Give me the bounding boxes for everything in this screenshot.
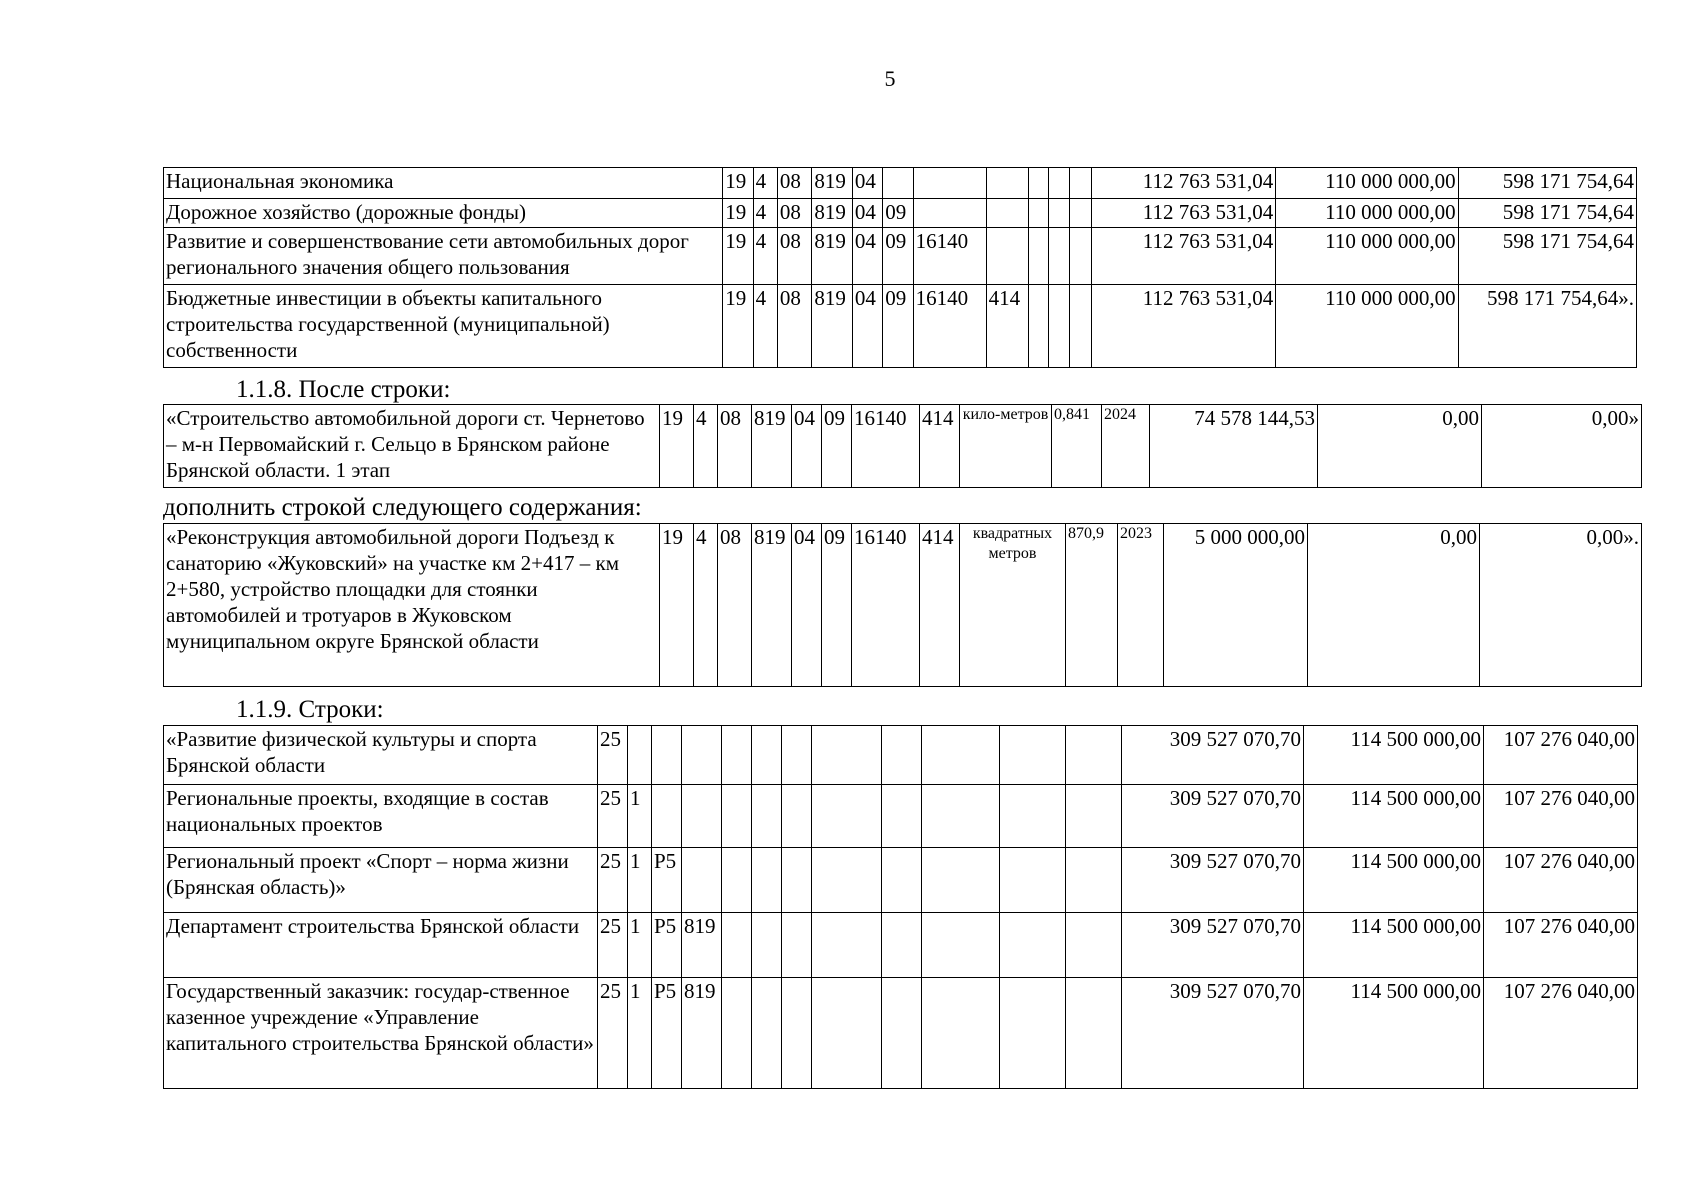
row-name: Бюджетные инвестиции в объекты капитального строительства государственной (муниципальной) собственности bbox=[164, 285, 723, 368]
code-cell bbox=[1029, 228, 1049, 285]
amount-cell: 309 527 070,70 bbox=[1122, 848, 1304, 913]
code-cell bbox=[628, 726, 652, 785]
row-name: «Реконструкция автомобильной дороги Подъезд к санаторию «Жуковский» на участке км 2+417 – км 2+580, устройство площадки для стоянки автомобилей и тротуаров в Жуковском муниципальном округе Брянской области bbox=[164, 524, 660, 687]
code-cell bbox=[782, 785, 812, 848]
code-cell bbox=[782, 726, 812, 785]
code-cell bbox=[782, 913, 812, 978]
code-cell: 819 bbox=[812, 168, 853, 199]
code-cell bbox=[722, 785, 752, 848]
table-row bbox=[164, 524, 1642, 687]
code-cell: 414 bbox=[920, 524, 960, 687]
amount-cell: 309 527 070,70 bbox=[1122, 913, 1304, 978]
amount-cell: 114 500 000,00 bbox=[1304, 848, 1484, 913]
code-cell: 19 bbox=[723, 199, 753, 228]
code-cell bbox=[882, 848, 922, 913]
code-cell bbox=[922, 785, 1000, 848]
year-cell: 2024 bbox=[1102, 405, 1150, 488]
code-cell: 1 bbox=[628, 785, 652, 848]
code-cell bbox=[1000, 726, 1066, 785]
code-cell: 09 bbox=[822, 405, 852, 488]
code-cell bbox=[812, 978, 882, 1089]
code-cell: 08 bbox=[718, 524, 752, 687]
amount-cell: 110 000 000,00 bbox=[1276, 285, 1458, 368]
code-cell bbox=[1069, 285, 1091, 368]
amount-cell: 110 000 000,00 bbox=[1276, 168, 1458, 199]
code-cell bbox=[922, 913, 1000, 978]
code-cell: P5 bbox=[652, 913, 682, 978]
row-name: «Строительство автомобильной дороги ст. Чернетово – м-н Первомайский г. Сельцо в Брянском районе Брянской области. 1 этап bbox=[164, 405, 660, 488]
code-cell: 04 bbox=[792, 405, 822, 488]
code-cell bbox=[986, 168, 1029, 199]
code-cell bbox=[752, 978, 782, 1089]
code-cell: 04 bbox=[852, 168, 882, 199]
code-cell: 1 bbox=[628, 978, 652, 1089]
table-national-economy bbox=[163, 167, 1637, 368]
code-cell: 16140 bbox=[913, 228, 986, 285]
code-cell: 19 bbox=[723, 168, 753, 199]
code-cell bbox=[986, 228, 1029, 285]
code-cell bbox=[986, 199, 1029, 228]
code-cell bbox=[1069, 228, 1091, 285]
code-cell: 19 bbox=[660, 405, 694, 488]
amount-cell: 112 763 531,04 bbox=[1091, 228, 1275, 285]
code-cell bbox=[1000, 913, 1066, 978]
table-row bbox=[164, 978, 1638, 1089]
amount-cell: 107 276 040,00 bbox=[1484, 726, 1638, 785]
table-row bbox=[164, 913, 1638, 978]
code-cell: 819 bbox=[682, 913, 722, 978]
year-cell: 2023 bbox=[1118, 524, 1164, 687]
code-cell: 4 bbox=[753, 168, 777, 199]
amount-cell: 5 000 000,00 bbox=[1164, 524, 1308, 687]
code-cell bbox=[1066, 848, 1122, 913]
amount-cell: 74 578 144,53 bbox=[1150, 405, 1318, 488]
code-cell: 4 bbox=[694, 524, 718, 687]
code-cell bbox=[1066, 726, 1122, 785]
amount-cell: 114 500 000,00 bbox=[1304, 978, 1484, 1089]
code-cell bbox=[682, 785, 722, 848]
amount-cell: 112 763 531,04 bbox=[1091, 199, 1275, 228]
code-cell: 19 bbox=[723, 228, 753, 285]
unit-cell: кило-метров bbox=[960, 405, 1052, 488]
row-name: Национальная экономика bbox=[164, 168, 723, 199]
amount-cell: 0,00 bbox=[1318, 405, 1482, 488]
amount-cell: 112 763 531,04 bbox=[1091, 168, 1275, 199]
code-cell bbox=[913, 168, 986, 199]
code-cell: 16140 bbox=[852, 524, 920, 687]
code-cell: 16140 bbox=[913, 285, 986, 368]
code-cell bbox=[1049, 285, 1069, 368]
row-name: Дорожное хозяйство (дорожные фонды) bbox=[164, 199, 723, 228]
code-cell: 09 bbox=[883, 285, 913, 368]
code-cell bbox=[913, 199, 986, 228]
code-cell: 414 bbox=[986, 285, 1029, 368]
code-cell: 04 bbox=[852, 285, 882, 368]
code-cell: 08 bbox=[777, 199, 811, 228]
code-cell: 819 bbox=[682, 978, 722, 1089]
code-cell bbox=[1029, 199, 1049, 228]
row-name: Региональные проекты, входящие в состав национальных проектов bbox=[164, 785, 598, 848]
row-name: «Развитие физической культуры и спорта Брянской области bbox=[164, 726, 598, 785]
code-cell bbox=[722, 978, 752, 1089]
code-cell bbox=[752, 913, 782, 978]
code-cell: 09 bbox=[883, 199, 913, 228]
amount-cell: 0,00 bbox=[1308, 524, 1480, 687]
table-after-row bbox=[163, 404, 1642, 488]
code-cell bbox=[922, 848, 1000, 913]
code-cell: 414 bbox=[920, 405, 960, 488]
code-cell bbox=[1066, 913, 1122, 978]
code-cell: 09 bbox=[883, 228, 913, 285]
code-cell: 819 bbox=[812, 228, 853, 285]
table-row bbox=[164, 848, 1638, 913]
heading-1-1-8: 1.1.8. После строки: bbox=[236, 376, 451, 403]
code-cell bbox=[882, 913, 922, 978]
table-added-row bbox=[163, 523, 1642, 687]
code-cell bbox=[722, 848, 752, 913]
table-sport-rows bbox=[163, 725, 1638, 1089]
code-cell bbox=[782, 978, 812, 1089]
row-name: Развитие и совершенствование сети автомобильных дорог регионального значения общего пользования bbox=[164, 228, 723, 285]
amount-cell: 598 171 754,64 bbox=[1458, 199, 1636, 228]
code-cell: 4 bbox=[753, 199, 777, 228]
heading-add-row: дополнить строкой следующего содержания: bbox=[163, 494, 642, 521]
amount-cell: 112 763 531,04 bbox=[1091, 285, 1275, 368]
row-name: Департамент строительства Брянской области bbox=[164, 913, 598, 978]
amount-cell: 110 000 000,00 bbox=[1276, 199, 1458, 228]
code-cell: 4 bbox=[753, 285, 777, 368]
code-cell bbox=[1000, 978, 1066, 1089]
amount-cell: 309 527 070,70 bbox=[1122, 785, 1304, 848]
table-row bbox=[164, 228, 1637, 285]
code-cell bbox=[812, 848, 882, 913]
code-cell: 819 bbox=[812, 285, 853, 368]
code-cell bbox=[1000, 848, 1066, 913]
amount-cell: 107 276 040,00 bbox=[1484, 978, 1638, 1089]
code-cell: 25 bbox=[598, 978, 628, 1089]
code-cell: 4 bbox=[753, 228, 777, 285]
code-cell: 08 bbox=[777, 168, 811, 199]
code-cell: 04 bbox=[792, 524, 822, 687]
code-cell: 16140 bbox=[852, 405, 920, 488]
code-cell bbox=[722, 726, 752, 785]
code-cell bbox=[1066, 785, 1122, 848]
amount-cell: 107 276 040,00 bbox=[1484, 785, 1638, 848]
amount-cell: 598 171 754,64». bbox=[1458, 285, 1636, 368]
code-cell bbox=[1049, 199, 1069, 228]
code-cell: 4 bbox=[694, 405, 718, 488]
table-row bbox=[164, 168, 1637, 199]
code-cell: 04 bbox=[852, 199, 882, 228]
amount-cell: 114 500 000,00 bbox=[1304, 726, 1484, 785]
code-cell: 819 bbox=[752, 524, 792, 687]
code-cell: 25 bbox=[598, 726, 628, 785]
code-cell bbox=[652, 726, 682, 785]
code-cell bbox=[882, 785, 922, 848]
code-cell: 819 bbox=[812, 199, 853, 228]
table-row bbox=[164, 785, 1638, 848]
code-cell bbox=[922, 726, 1000, 785]
code-cell bbox=[883, 168, 913, 199]
code-cell: 1 bbox=[628, 848, 652, 913]
table-row bbox=[164, 405, 1642, 488]
amount-cell: 114 500 000,00 bbox=[1304, 785, 1484, 848]
code-cell: P5 bbox=[652, 848, 682, 913]
code-cell: 25 bbox=[598, 785, 628, 848]
code-cell bbox=[1029, 285, 1049, 368]
amount-cell: 0,00». bbox=[1480, 524, 1642, 687]
amount-cell: 309 527 070,70 bbox=[1122, 726, 1304, 785]
row-name: Государственный заказчик: государ-ственное казенное учреждение «Управление капитального строительства Брянской области» bbox=[164, 978, 598, 1089]
amount-cell: 598 171 754,64 bbox=[1458, 228, 1636, 285]
code-cell bbox=[1049, 168, 1069, 199]
code-cell bbox=[652, 785, 682, 848]
amount-cell: 0,00» bbox=[1482, 405, 1642, 488]
table-row bbox=[164, 726, 1638, 785]
quantity-cell: 870,9 bbox=[1066, 524, 1118, 687]
code-cell bbox=[682, 848, 722, 913]
code-cell bbox=[1069, 199, 1091, 228]
code-cell bbox=[882, 726, 922, 785]
code-cell bbox=[812, 726, 882, 785]
code-cell: 1 bbox=[628, 913, 652, 978]
quantity-cell: 0,841 bbox=[1052, 405, 1102, 488]
unit-cell: квадратных метров bbox=[960, 524, 1066, 687]
page-number: 5 bbox=[884, 66, 896, 91]
code-cell bbox=[782, 848, 812, 913]
code-cell bbox=[812, 785, 882, 848]
code-cell bbox=[1066, 978, 1122, 1089]
code-cell: 08 bbox=[777, 285, 811, 368]
code-cell bbox=[752, 848, 782, 913]
heading-1-1-9: 1.1.9. Строки: bbox=[236, 696, 384, 723]
amount-cell: 107 276 040,00 bbox=[1484, 913, 1638, 978]
code-cell: 25 bbox=[598, 848, 628, 913]
code-cell: 04 bbox=[852, 228, 882, 285]
code-cell bbox=[752, 785, 782, 848]
code-cell bbox=[1000, 785, 1066, 848]
code-cell bbox=[812, 913, 882, 978]
amount-cell: 114 500 000,00 bbox=[1304, 913, 1484, 978]
code-cell: P5 bbox=[652, 978, 682, 1089]
code-cell bbox=[1049, 228, 1069, 285]
amount-cell: 107 276 040,00 bbox=[1484, 848, 1638, 913]
code-cell: 09 bbox=[822, 524, 852, 687]
code-cell bbox=[752, 726, 782, 785]
code-cell: 19 bbox=[723, 285, 753, 368]
code-cell: 819 bbox=[752, 405, 792, 488]
row-name: Региональный проект «Спорт – норма жизни (Брянская область)» bbox=[164, 848, 598, 913]
code-cell bbox=[922, 978, 1000, 1089]
code-cell: 08 bbox=[777, 228, 811, 285]
code-cell bbox=[1029, 168, 1049, 199]
code-cell bbox=[1069, 168, 1091, 199]
amount-cell: 110 000 000,00 bbox=[1276, 228, 1458, 285]
table-row bbox=[164, 199, 1637, 228]
code-cell: 08 bbox=[718, 405, 752, 488]
code-cell: 19 bbox=[660, 524, 694, 687]
code-cell: 25 bbox=[598, 913, 628, 978]
table-row bbox=[164, 285, 1637, 368]
code-cell bbox=[722, 913, 752, 978]
code-cell bbox=[882, 978, 922, 1089]
code-cell bbox=[682, 726, 722, 785]
amount-cell: 598 171 754,64 bbox=[1458, 168, 1636, 199]
amount-cell: 309 527 070,70 bbox=[1122, 978, 1304, 1089]
